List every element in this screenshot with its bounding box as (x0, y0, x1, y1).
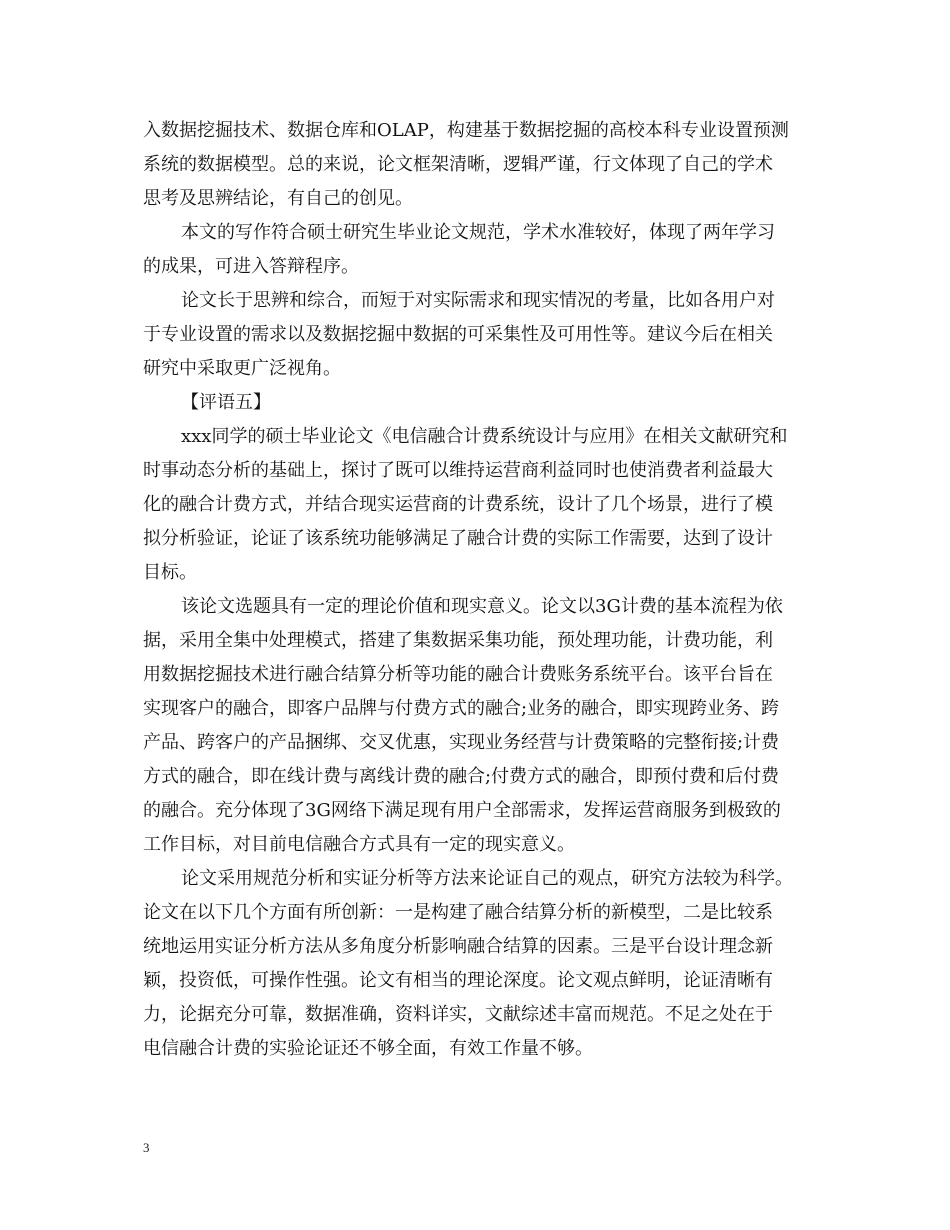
text-line: 据，采用全集中处理模式，搭建了集数据采集功能，预处理功能，计费功能，利 (143, 630, 773, 651)
text-line: 思考及思辨结论，有自己的创见。 (143, 188, 413, 209)
text-line: 用数据挖掘技术进行融合结算分析等功能的融合计费账务系统平台。该平台旨在 (143, 664, 773, 685)
text-line: 的融合。充分体现了3G网络下满足现有用户全部需求，发挥运营商服务到极致的 (143, 800, 781, 821)
text-line: xxx同学的硕士毕业论文《电信融合计费系统设计与应用》在相关文献研究和 (181, 426, 788, 447)
text-line: 的成果，可进入答辩程序。 (143, 256, 359, 277)
text-line: 论文采用规范分析和实证分析等方法来论证自己的观点，研究方法较为科学。 (181, 868, 793, 889)
text-line: 研究中采取更广泛视角。 (143, 358, 341, 379)
text-line: 实现客户的融合，即客户品牌与付费方式的融合;业务的融合，即实现跨业务、跨 (143, 698, 780, 719)
text-line: 颖，投资低，可操作性强。论文有相当的理论深度。论文观点鲜明，论证清晰有 (143, 970, 773, 991)
text-line: 统地运用实证分析方法从多角度分析影响融合结算的因素。三是平台设计理念新 (143, 936, 773, 957)
text-line: 力，论据充分可靠，数据准确，资料详实，文献综述丰富而规范。不足之处在于 (143, 1004, 773, 1025)
text-line: 本文的写作符合硕士研究生毕业论文规范，学术水准较好，体现了两年学习 (181, 222, 775, 243)
text-line: 论文长于思辨和综合，而短于对实际需求和现实情况的考量，比如各用户对 (181, 290, 775, 311)
text-line: 系统的数据模型。总的来说，论文框架清晰，逻辑严谨，行文体现了自己的学术 (143, 154, 773, 175)
text-line: 电信融合计费的实验论证还不够全面，有效工作量不够。 (143, 1038, 593, 1059)
text-line: 拟分析验证，论证了该系统功能够满足了融合计费的实际工作需要，达到了设计 (143, 528, 773, 549)
text-line: 方式的融合，即在线计费与离线计费的融合;付费方式的融合，即预付费和后付费 (143, 766, 780, 787)
text-line: 该论文选题具有一定的理论价值和现实意义。论文以3G计费的基本流程为依 (181, 596, 783, 617)
text-line: 【评语五】 (181, 392, 271, 413)
text-line: 入数据挖掘技术、数据仓库和OLAP，构建基于数据挖掘的高校本科专业设置预测 (143, 120, 789, 141)
text-line: 工作目标，对目前电信融合方式具有一定的现实意义。 (143, 834, 575, 855)
text-line: 产品、跨客户的产品捆绑、交叉优惠，实现业务经营与计费策略的完整衔接;计费 (143, 732, 780, 753)
text-line: 目标。 (143, 562, 197, 583)
text-line: 化的融合计费方式，并结合现实运营商的计费系统，设计了几个场景，进行了模 (143, 494, 773, 515)
text-line: 于专业设置的需求以及数据挖掘中数据的可采集性及可用性等。建议今后在相关 (143, 324, 773, 345)
text-line: 论文在以下几个方面有所创新：一是构建了融合结算分析的新模型，二是比较系 (143, 902, 773, 923)
page-number: 3 (143, 1140, 150, 1155)
body-text (143, 114, 823, 1066)
text-line: 时事动态分析的基础上，探讨了既可以维持运营商利益同时也使消费者利益最大 (143, 460, 773, 481)
